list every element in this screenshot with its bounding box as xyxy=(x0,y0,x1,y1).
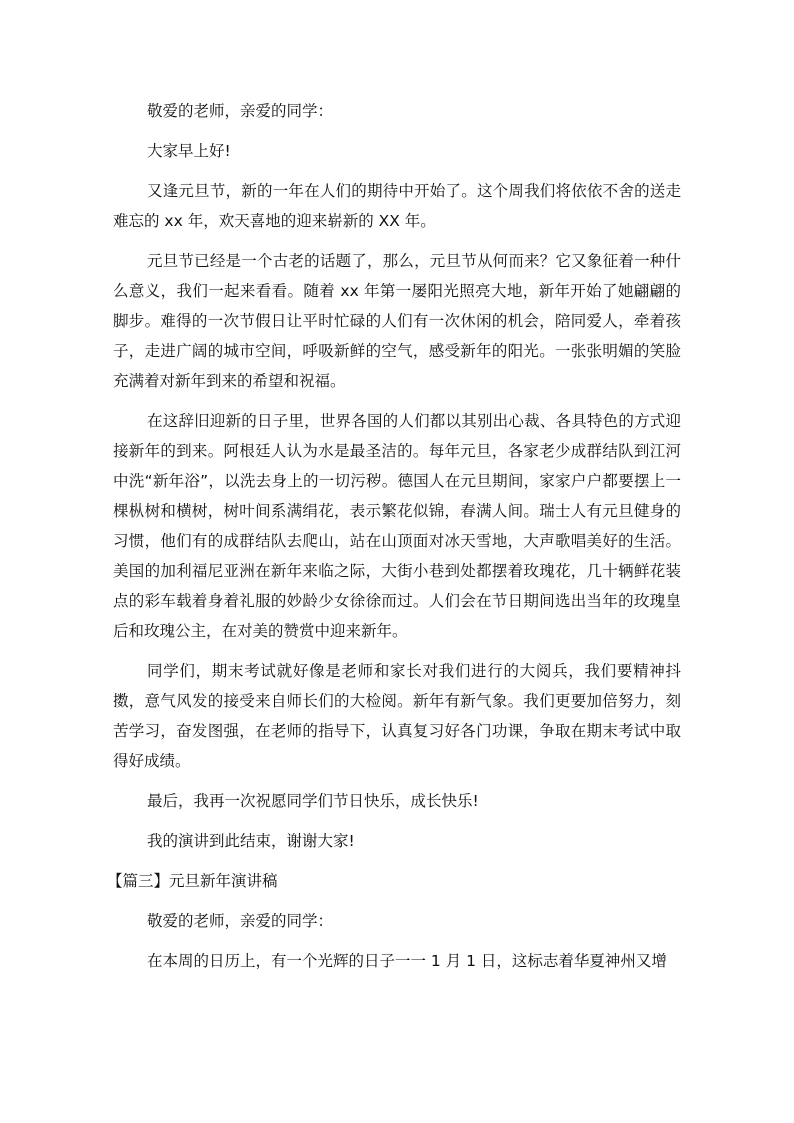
paragraph-5: 最后，我再一次祝愿同学们节日快乐，成长快乐! xyxy=(147,792,479,810)
paragraph-6: 在本周的日历上，有一个光辉的日子一一 1 月 1 日，这标志着华夏神州又增 xyxy=(147,952,667,970)
paragraph-4: 同学们，期末考试就好像是老师和家长对我们进行的大阅兵，我们要精神抖擞，意气风发的接受来自师长们的大检阅。新年有新气象。我们更要加倍努力，刻苦学习，奋发图强，在老师的指导下，认真复习好各门功课，争取在期末考试中取得好成绩。 xyxy=(113,662,681,770)
paragraph-1: 又逢元旦节，新的一年在人们的期待中开始了。这个周我们将依依不舍的送走难忘的 xx 年，欢天喜地的迎来崭新的 XX 年。 xyxy=(113,182,681,230)
closing-line: 我的演讲到此结束，谢谢大家! xyxy=(147,832,355,850)
greeting: 敬爱的老师，亲爱的同学： xyxy=(147,102,334,120)
section-heading: 【篇三】元旦新年演讲稿 xyxy=(107,872,278,890)
greeting-2: 敬爱的老师，亲爱的同学： xyxy=(147,912,334,930)
opening-line: 大家早上好! xyxy=(147,142,231,160)
document-page xyxy=(107,96,681,986)
paragraph-2: 元旦节已经是一个古老的话题了，那么，元旦节从何而来？它又象征着一种什么意义，我们一起来看看。随着 xx 年第一屡阳光照亮大地，新年开始了她翩翩的脚步。难得的一次节假日让平时忙碌的人们有一次休闲的机会，陪同爱人，牵着孩子，走进广阔的城市空间，呼吸新鲜的空气，感受新年的阳光。一张张明媚的笑脸充满着对新年到来的希望和祝福。 xyxy=(113,252,681,390)
paragraph-3: 在这辞旧迎新的日子里，世界各国的人们都以其别出心裁、各具特色的方式迎接新年的到来。阿根廷人认为水是最圣洁的。每年元旦，各家老少成群结队到江河中洗“新年浴”，以洗去身上的一切污秽。德国人在元旦期间，家家户户都要摆上一棵枞树和横树，树叶间系满绢花，表示繁花似锦，春满人间。瑞士人有元旦健身的习惯，他们有的成群结队去爬山，站在山顶面对冰天雪地，大声歌唱美好的生活。美国的加利福尼亚洲在新年来临之际，大街小巷到处都摆着玫瑰花，几十辆鲜花装点的彩车载着身着礼服的妙龄少女徐徐而过。人们会在节日期间选出当年的玫瑰皇后和玫瑰公主，在对美的赞赏中迎来新年。 xyxy=(113,412,681,640)
